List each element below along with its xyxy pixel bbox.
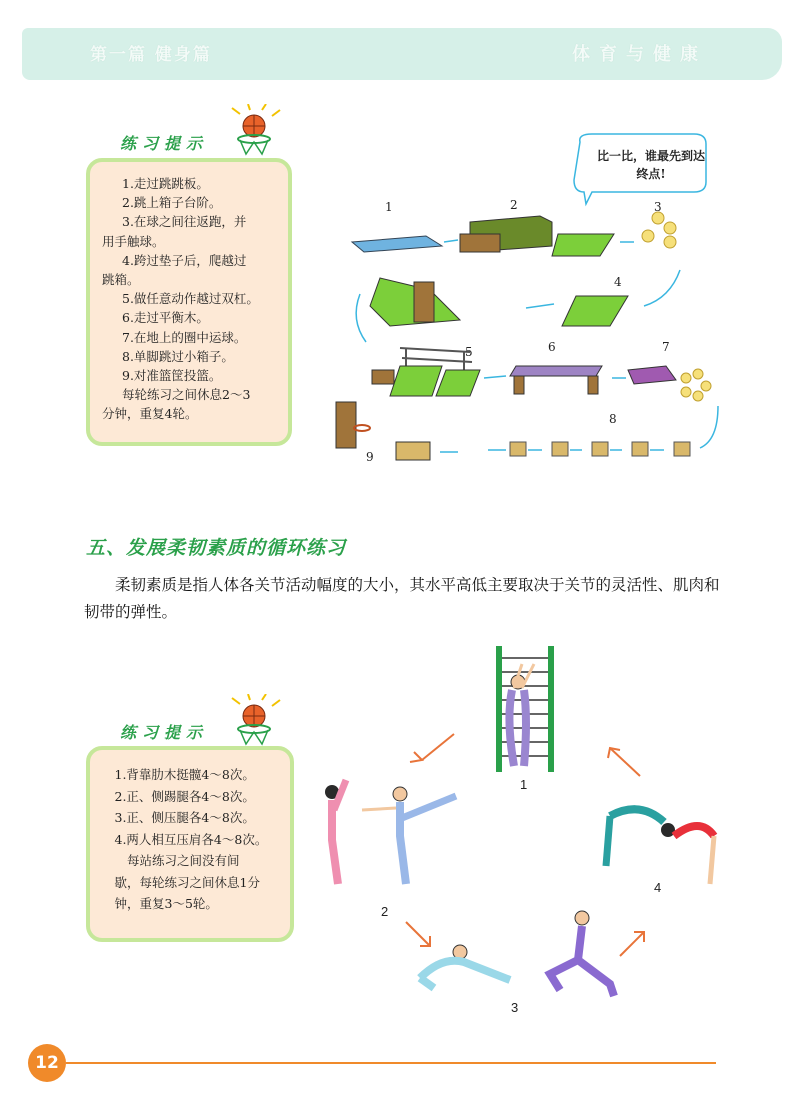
tip2-line: 2.正、侧踢腿各4～8次。	[114, 788, 255, 804]
section-body: 柔韧素质是指人体各关节活动幅度的大小，其水平高低主要取决于关节的灵活性、肌肉和韧带的弹性。	[84, 576, 720, 621]
header-chapter-title: 第一篇 健身篇	[90, 45, 212, 65]
speech-text: 比一比，谁最先到达终点!	[596, 149, 705, 181]
station-3-balls	[642, 212, 676, 248]
tip2-line: 4.两人相互压肩各4～8次。	[114, 831, 268, 847]
tip-box-1	[86, 158, 292, 446]
tip1-line: 4.跨过垫子后，爬越过	[122, 252, 247, 268]
station-8-small-boxes	[510, 442, 690, 456]
tip1-line: 9.对准篮筐投篮。	[122, 368, 222, 384]
tip1-line: 1.走过跳跳板。	[122, 176, 209, 191]
page-number: 12	[28, 1044, 66, 1082]
footer-rule	[66, 1062, 716, 1064]
tip1-line: 3.在球之间往返跑，并	[122, 214, 247, 230]
flex-station-number-3: 3	[511, 1000, 519, 1015]
station-3-floor-stretch	[420, 945, 510, 988]
station-7-mat	[628, 366, 676, 384]
tip1-line: 8.单脚跳过小箱子。	[122, 348, 234, 364]
tip1-line: 5.做任意动作越过双杠。	[122, 291, 259, 307]
tip2-line: 每站练习之间没有间	[127, 853, 240, 868]
tip1-line: 7.在地上的圈中运球。	[122, 329, 247, 345]
station-number-6: 6	[548, 340, 556, 354]
flex-station-number-1: 1	[520, 777, 528, 792]
station-number-1: 1	[385, 200, 393, 214]
tip1-line: 6.走过平衡木。	[122, 310, 209, 326]
section-heading: 五、发展柔韧素质的循环练习	[86, 537, 347, 559]
station-9-basket	[336, 402, 430, 460]
station-2-leg-kick	[325, 780, 456, 884]
station-6-balance-beam	[510, 366, 602, 394]
tip1-line: 跳箱。	[102, 272, 140, 288]
tip1-line: 2.跳上箱子台阶。	[122, 195, 222, 211]
station-2-mat	[552, 234, 614, 256]
flexibility-diagram	[310, 640, 730, 1020]
station-number-2: 2	[510, 198, 518, 212]
header-book-title: 体育与健康	[572, 44, 707, 65]
station-number-7: 7	[662, 340, 670, 354]
flex-station-number-2: 2	[381, 904, 389, 919]
tip2-line: 歇，每轮练习之间休息1分	[114, 874, 260, 890]
tip-label-1: 练习提示	[120, 134, 209, 153]
tip1-line: 分钟，重复4轮。	[102, 406, 198, 422]
tip-label-2: 练习提示	[120, 723, 209, 742]
station-4-partner-stretch	[606, 809, 714, 884]
station-1-springboard	[352, 236, 442, 252]
station-4-mat	[562, 296, 628, 326]
basketball-hoop-icon	[228, 104, 284, 160]
flex-station-number-4: 4	[654, 880, 662, 895]
station-number-3: 3	[654, 200, 662, 214]
station-number-4: 4	[614, 275, 622, 289]
station-number-9: 9	[366, 450, 374, 464]
tip2-line: 3.正、侧压腿各4～8次。	[114, 810, 255, 825]
station-number-5: 5	[465, 345, 473, 359]
tip-box-2	[86, 746, 294, 942]
tip2-line: 钟，重复3～5轮。	[114, 896, 218, 911]
station-7-hoops	[681, 369, 711, 401]
tip1-line: 用手触球。	[102, 233, 165, 249]
station-5-parallel-bars	[372, 348, 480, 396]
tip1-line: 每轮练习之间休息2～3	[122, 387, 251, 403]
tip2-line: 1.背靠肋木挺髋4～8次。	[114, 767, 255, 782]
station-number-8: 8	[609, 412, 617, 426]
station-1-wall-bars	[496, 646, 554, 772]
station-3-lunge	[550, 911, 614, 996]
basketball-hoop-icon	[228, 694, 284, 750]
